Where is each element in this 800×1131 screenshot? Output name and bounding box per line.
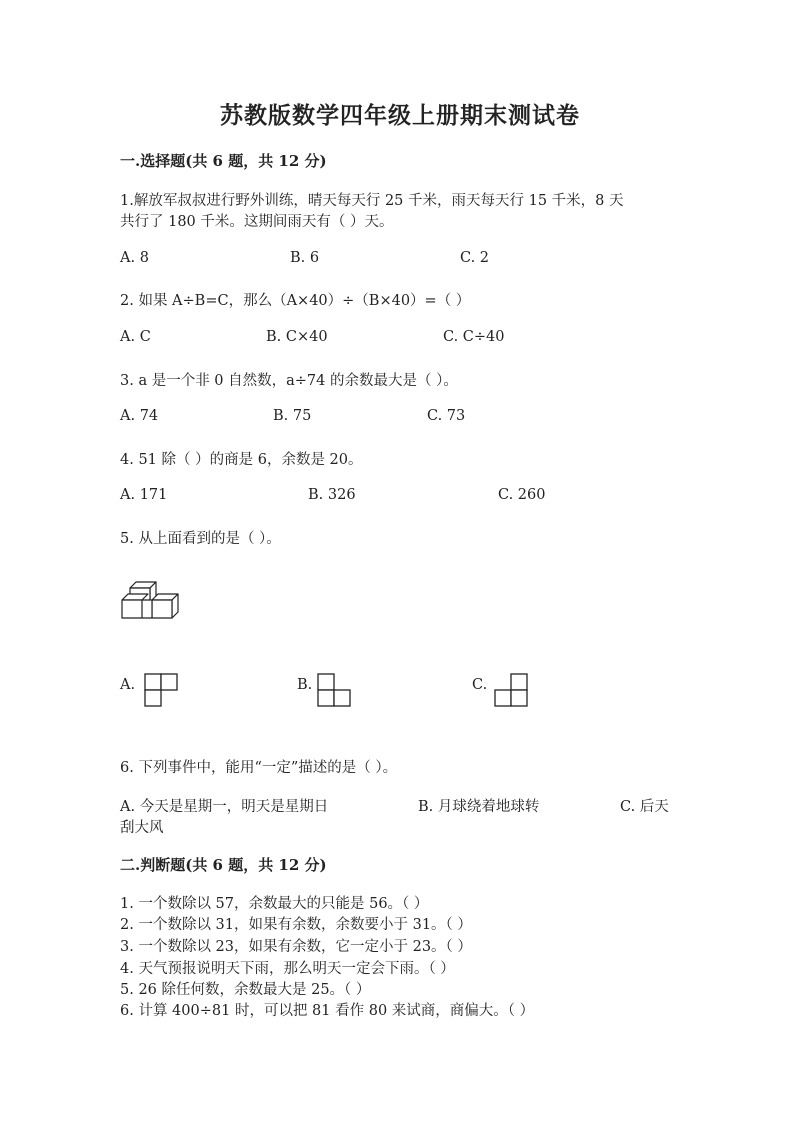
- question-1-option-a: A. 8: [120, 250, 149, 266]
- question-6-option-c: C. 后天: [620, 799, 669, 815]
- judgment-item-4: 4. 天气预报说明天下雨，那么明天一定会下雨。（ ）: [120, 961, 455, 977]
- question-4-text: 4. 51 除（ ）的商是 6，余数是 20。: [120, 452, 363, 468]
- question-3-option-c: C. 73: [427, 408, 466, 424]
- judgment-item-1: 1. 一个数除以 57，余数最大的只能是 56。（ ）: [120, 896, 429, 912]
- question-3-option-b: B. 75: [273, 408, 312, 424]
- question-6-option-c-continued: 刮大风: [120, 820, 164, 836]
- section-heading-choice: 一.选择题(共 6 题，共 12 分): [120, 152, 327, 170]
- judgment-item-2: 2. 一个数除以 31，如果有余数，余数要小于 31。（ ）: [120, 917, 472, 933]
- judgment-item-6: 6. 计算 400÷81 时，可以把 81 看作 80 来试商，商偏大。（ ）: [120, 1003, 535, 1019]
- question-4-option-a: A. 171: [120, 487, 168, 503]
- question-1-option-b: B. 6: [290, 250, 320, 266]
- question-5-option-c: C.: [472, 677, 488, 693]
- question-5-option-b: B.: [297, 677, 313, 693]
- question-2-option-a: A. C: [120, 329, 151, 345]
- question-1-line-1: 1.解放军叔叔进行野外训练，晴天每天行 25 千米，雨天每天行 15 千米，8 天: [120, 193, 624, 209]
- top-view-figure-c: [494, 673, 530, 709]
- question-4-option-c: C. 260: [498, 487, 546, 503]
- top-view-figure-b: [317, 673, 353, 709]
- question-2-option-b: B. C×40: [266, 329, 328, 345]
- question-3-text: 3. a 是一个非 0 自然数，a÷74 的余数最大是（ ）。: [120, 373, 458, 389]
- question-3-option-a: A. 74: [120, 408, 159, 424]
- question-6-option-b: B. 月球绕着地球转: [418, 799, 540, 815]
- question-6-option-a: A. 今天是星期一，明天是星期日: [120, 799, 329, 815]
- question-4-option-b: B. 326: [308, 487, 356, 503]
- stacked-cubes-figure: [118, 578, 188, 628]
- question-1-line-2: 共行了 180 千米。这期间雨天有（ ）天。: [120, 214, 394, 230]
- question-5-option-a: A.: [120, 677, 136, 693]
- judgment-item-3: 3. 一个数除以 23，如果有余数，它一定小于 23。（ ）: [120, 939, 472, 955]
- question-2-text: 2. 如果 A÷B=C，那么（A×40）÷（B×40）=（ ）: [120, 293, 471, 309]
- question-2-option-c: C. C÷40: [443, 329, 505, 345]
- page-title: 苏教版数学四年级上册期末测试卷: [220, 102, 580, 129]
- judgment-item-5: 5. 26 除任何数，余数最大是 25。（ ）: [120, 982, 371, 998]
- question-5-text: 5. 从上面看到的是（ ）。: [120, 531, 281, 547]
- question-6-text: 6. 下列事件中，能用“一定”描述的是（ ）。: [120, 760, 398, 776]
- section-heading-judgment: 二.判断题(共 6 题，共 12 分): [120, 856, 327, 874]
- question-1-option-c: C. 2: [460, 250, 490, 266]
- top-view-figure-a: [144, 673, 180, 709]
